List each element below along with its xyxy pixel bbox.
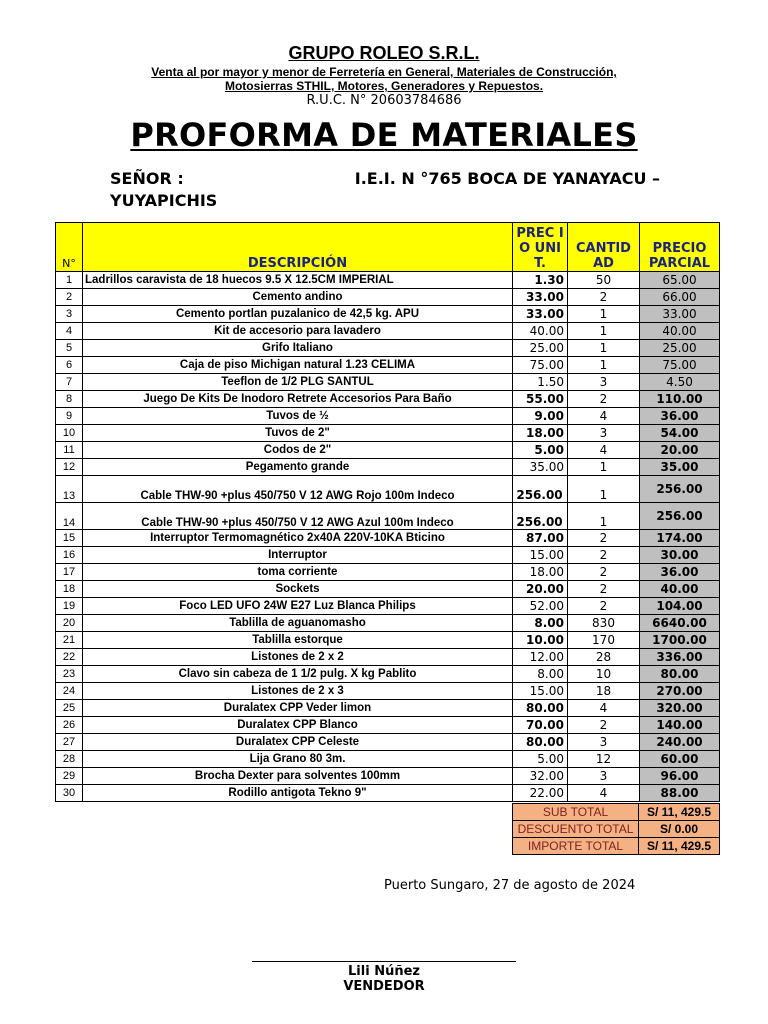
row-description: Duralatex CPP Celeste xyxy=(83,734,513,751)
row-quantity: 1 xyxy=(568,459,640,476)
row-partial-price: 54.00 xyxy=(640,425,720,442)
row-number: 20 xyxy=(56,615,83,632)
client-block xyxy=(110,168,660,212)
table-row xyxy=(56,476,720,503)
row-description: Listones de 2 x 3 xyxy=(83,683,513,700)
row-unit-price: 35.00 xyxy=(513,459,568,476)
row-quantity: 2 xyxy=(568,564,640,581)
row-partial-price: 40.00 xyxy=(640,581,720,598)
row-description: Lija Grano 80 3m. xyxy=(83,751,513,768)
table-row xyxy=(56,391,720,408)
row-partial-price: 75.00 xyxy=(640,357,720,374)
company-ruc: R.U.C. N° 20603784686 xyxy=(306,93,462,108)
row-partial-price: 256.00 xyxy=(640,476,720,503)
row-description: Sockets xyxy=(83,581,513,598)
row-description: Clavo sin cabeza de 1 1/2 pulg. X kg Pablito xyxy=(83,666,513,683)
row-partial-price: 66.00 xyxy=(640,289,720,306)
row-description: Interruptor xyxy=(83,547,513,564)
row-number: 4 xyxy=(56,323,83,340)
row-unit-price: 22.00 xyxy=(513,785,568,802)
table-row xyxy=(56,632,720,649)
table-row xyxy=(56,666,720,683)
table-row xyxy=(56,374,720,391)
row-unit-price: 55.00 xyxy=(513,391,568,408)
row-unit-price: 18.00 xyxy=(513,564,568,581)
row-unit-price: 15.00 xyxy=(513,547,568,564)
table-row xyxy=(56,615,720,632)
row-partial-price: 320.00 xyxy=(640,700,720,717)
row-description: toma corriente xyxy=(83,564,513,581)
row-number: 1 xyxy=(56,272,83,289)
row-unit-price: 9.00 xyxy=(513,408,568,425)
row-partial-price: 80.00 xyxy=(640,666,720,683)
row-description: Cable THW-90 +plus 450/750 V 12 AWG Rojo 100m Indeco xyxy=(83,476,513,503)
row-partial-price: 60.00 xyxy=(640,751,720,768)
row-description: Cemento portlan puzalanico de 42,5 kg. APU xyxy=(83,306,513,323)
table-row xyxy=(56,357,720,374)
table-row xyxy=(56,717,720,734)
row-number: 14 xyxy=(56,503,83,530)
row-quantity: 4 xyxy=(568,700,640,717)
row-partial-price: 240.00 xyxy=(640,734,720,751)
row-number: 12 xyxy=(56,459,83,476)
row-partial-price: 36.00 xyxy=(640,408,720,425)
table-row xyxy=(56,503,720,530)
table-row xyxy=(56,564,720,581)
discount-value: S/ 0.00 xyxy=(639,821,720,838)
row-quantity: 4 xyxy=(568,785,640,802)
row-number: 24 xyxy=(56,683,83,700)
row-quantity: 1 xyxy=(568,357,640,374)
row-unit-price: 1.50 xyxy=(513,374,568,391)
table-row xyxy=(56,785,720,802)
row-partial-price: 20.00 xyxy=(640,442,720,459)
row-unit-price: 52.00 xyxy=(513,598,568,615)
row-partial-price: 30.00 xyxy=(640,547,720,564)
row-description: Codos de 2" xyxy=(83,442,513,459)
row-unit-price: 20.00 xyxy=(513,581,568,598)
signer-name: Lili Núñez xyxy=(348,964,420,979)
row-description: Brocha Dexter para solventes 100mm xyxy=(83,768,513,785)
row-number: 19 xyxy=(56,598,83,615)
row-description: Grifo Italiano xyxy=(83,340,513,357)
subtotal-value: S/ 11, 429.5 xyxy=(639,804,720,821)
row-number: 6 xyxy=(56,357,83,374)
row-quantity: 3 xyxy=(568,768,640,785)
row-description: Duralatex CPP Blanco xyxy=(83,717,513,734)
table-row xyxy=(56,408,720,425)
row-partial-price: 4.50 xyxy=(640,374,720,391)
row-description: Caja de piso Michigan natural 1.23 CELIMA xyxy=(83,357,513,374)
row-unit-price: 87.00 xyxy=(513,530,568,547)
table-row xyxy=(56,768,720,785)
table-row xyxy=(56,734,720,751)
table-row xyxy=(56,323,720,340)
row-partial-price: 1700.00 xyxy=(640,632,720,649)
row-number: 29 xyxy=(56,768,83,785)
table-row xyxy=(56,306,720,323)
client-name-part-2: YUYAPICHIS xyxy=(110,191,218,210)
row-unit-price: 40.00 xyxy=(513,323,568,340)
signature-line xyxy=(252,961,516,962)
document-title: PROFORMA DE MATERIALES xyxy=(130,116,638,154)
row-unit-price: 12.00 xyxy=(513,649,568,666)
row-description: Cable THW-90 +plus 450/750 V 12 AWG Azul 100m Indeco xyxy=(83,503,513,530)
row-quantity: 170 xyxy=(568,632,640,649)
signer-role: VENDEDOR xyxy=(343,979,425,994)
row-partial-price: 270.00 xyxy=(640,683,720,700)
row-number: 23 xyxy=(56,666,83,683)
table-row xyxy=(56,425,720,442)
row-quantity: 4 xyxy=(568,408,640,425)
row-unit-price: 5.00 xyxy=(513,751,568,768)
row-quantity: 2 xyxy=(568,717,640,734)
table-row xyxy=(56,459,720,476)
row-quantity: 28 xyxy=(568,649,640,666)
row-number: 26 xyxy=(56,717,83,734)
row-unit-price: 10.00 xyxy=(513,632,568,649)
client-name-part-1: I.E.I. N °765 BOCA DE YANAYACU – xyxy=(354,169,660,188)
row-quantity: 2 xyxy=(568,547,640,564)
row-description: Listones de 2 x 2 xyxy=(83,649,513,666)
discount-row xyxy=(513,821,720,838)
row-description: Teeflon de 1/2 PLG SANTUL xyxy=(83,374,513,391)
row-number: 8 xyxy=(56,391,83,408)
client-label: SEÑOR : xyxy=(110,169,184,188)
company-name: GRUPO ROLEO S.R.L. xyxy=(288,43,480,63)
row-unit-price: 256.00 xyxy=(513,503,568,530)
table-row xyxy=(56,683,720,700)
row-unit-price: 15.00 xyxy=(513,683,568,700)
row-partial-price: 110.00 xyxy=(640,391,720,408)
row-description: Duralatex CPP Veder limon xyxy=(83,700,513,717)
row-number: 10 xyxy=(56,425,83,442)
row-quantity: 1 xyxy=(568,476,640,503)
row-unit-price: 80.00 xyxy=(513,734,568,751)
subtotal-row xyxy=(513,804,720,821)
discount-label: DESCUENTO TOTAL xyxy=(513,821,639,838)
header-quantity: CANTID AD xyxy=(568,223,640,272)
row-quantity: 1 xyxy=(568,503,640,530)
row-description: Foco LED UFO 24W E27 Luz Blanca Philips xyxy=(83,598,513,615)
row-partial-price: 6640.00 xyxy=(640,615,720,632)
row-quantity: 1 xyxy=(568,340,640,357)
row-number: 9 xyxy=(56,408,83,425)
row-quantity: 2 xyxy=(568,391,640,408)
row-description: Tablilla de aguanomasho xyxy=(83,615,513,632)
row-quantity: 12 xyxy=(568,751,640,768)
table-row xyxy=(56,649,720,666)
row-number: 18 xyxy=(56,581,83,598)
row-quantity: 830 xyxy=(568,615,640,632)
row-partial-price: 174.00 xyxy=(640,530,720,547)
place-and-date: Puerto Sungaro, 27 de agosto de 2024 xyxy=(384,878,636,893)
totals-table xyxy=(512,803,720,855)
header-description: DESCRIPCIÓN xyxy=(83,223,513,272)
row-partial-price: 36.00 xyxy=(640,564,720,581)
row-quantity: 1 xyxy=(568,306,640,323)
grand-total-label: IMPORTE TOTAL xyxy=(513,838,639,855)
row-partial-price: 104.00 xyxy=(640,598,720,615)
row-description: Rodillo antigota Tekno 9" xyxy=(83,785,513,802)
items-table-body xyxy=(56,272,720,802)
row-partial-price: 96.00 xyxy=(640,768,720,785)
row-number: 27 xyxy=(56,734,83,751)
row-number: 15 xyxy=(56,530,83,547)
row-description: Ladrillos caravista de 18 huecos 9.5 X 12.5CM IMPERIAL xyxy=(83,272,513,289)
client-line-1 xyxy=(110,168,660,190)
row-number: 11 xyxy=(56,442,83,459)
subtotal-label: SUB TOTAL xyxy=(513,804,639,821)
table-row xyxy=(56,289,720,306)
row-number: 13 xyxy=(56,476,83,503)
row-description: Kit de accesorio para lavadero xyxy=(83,323,513,340)
table-row xyxy=(56,442,720,459)
row-quantity: 3 xyxy=(568,734,640,751)
row-number: 16 xyxy=(56,547,83,564)
table-row xyxy=(56,272,720,289)
row-quantity: 2 xyxy=(568,598,640,615)
row-partial-price: 140.00 xyxy=(640,717,720,734)
header-number: N° xyxy=(56,223,83,272)
row-number: 5 xyxy=(56,340,83,357)
row-quantity: 1 xyxy=(568,323,640,340)
row-description: Juego De Kits De Inodoro Retrete Accesorios Para Baño xyxy=(83,391,513,408)
row-unit-price: 33.00 xyxy=(513,306,568,323)
row-number: 21 xyxy=(56,632,83,649)
row-partial-price: 65.00 xyxy=(640,272,720,289)
row-description: Tablilla estorque xyxy=(83,632,513,649)
row-partial-price: 88.00 xyxy=(640,785,720,802)
row-description: Tuvos de 2" xyxy=(83,425,513,442)
table-row xyxy=(56,547,720,564)
table-row xyxy=(56,530,720,547)
row-unit-price: 8.00 xyxy=(513,615,568,632)
row-unit-price: 18.00 xyxy=(513,425,568,442)
row-unit-price: 5.00 xyxy=(513,442,568,459)
row-unit-price: 256.00 xyxy=(513,476,568,503)
items-table xyxy=(55,222,720,802)
header-partial-price: PRECIO PARCIAL xyxy=(640,223,720,272)
row-partial-price: 336.00 xyxy=(640,649,720,666)
row-unit-price: 70.00 xyxy=(513,717,568,734)
row-partial-price: 40.00 xyxy=(640,323,720,340)
row-unit-price: 32.00 xyxy=(513,768,568,785)
table-row xyxy=(56,340,720,357)
table-row xyxy=(56,751,720,768)
row-unit-price: 25.00 xyxy=(513,340,568,357)
row-unit-price: 33.00 xyxy=(513,289,568,306)
row-quantity: 3 xyxy=(568,374,640,391)
row-number: 17 xyxy=(56,564,83,581)
company-tagline-1: Venta al por mayor y menor de Ferretería en General, Materiales de Construcción, xyxy=(151,65,617,79)
row-unit-price: 8.00 xyxy=(513,666,568,683)
table-row xyxy=(56,598,720,615)
header-unit-price: PREC IO UNIT. xyxy=(513,223,568,272)
row-quantity: 3 xyxy=(568,425,640,442)
row-description: Cemento andino xyxy=(83,289,513,306)
row-quantity: 18 xyxy=(568,683,640,700)
table-row xyxy=(56,700,720,717)
row-number: 30 xyxy=(56,785,83,802)
row-partial-price: 25.00 xyxy=(640,340,720,357)
row-description: Pegamento grande xyxy=(83,459,513,476)
row-number: 25 xyxy=(56,700,83,717)
row-number: 7 xyxy=(56,374,83,391)
row-partial-price: 33.00 xyxy=(640,306,720,323)
row-unit-price: 75.00 xyxy=(513,357,568,374)
row-number: 28 xyxy=(56,751,83,768)
row-quantity: 10 xyxy=(568,666,640,683)
row-quantity: 4 xyxy=(568,442,640,459)
row-partial-price: 256.00 xyxy=(640,503,720,530)
row-unit-price: 1.30 xyxy=(513,272,568,289)
row-description: Interruptor Termomagnético 2x40A 220V-10KA Bticino xyxy=(83,530,513,547)
company-tagline-2: Motosierras STHIL, Motores, Generadores y Repuestos. xyxy=(224,79,544,93)
row-number: 2 xyxy=(56,289,83,306)
row-description: Tuvos de ½ xyxy=(83,408,513,425)
row-number: 22 xyxy=(56,649,83,666)
row-unit-price: 80.00 xyxy=(513,700,568,717)
table-row xyxy=(56,581,720,598)
row-quantity: 2 xyxy=(568,530,640,547)
row-quantity: 2 xyxy=(568,289,640,306)
row-partial-price: 35.00 xyxy=(640,459,720,476)
grand-total-value: S/ 11, 429.5 xyxy=(639,838,720,855)
grand-total-row xyxy=(513,838,720,855)
row-quantity: 50 xyxy=(568,272,640,289)
row-number: 3 xyxy=(56,306,83,323)
row-quantity: 2 xyxy=(568,581,640,598)
